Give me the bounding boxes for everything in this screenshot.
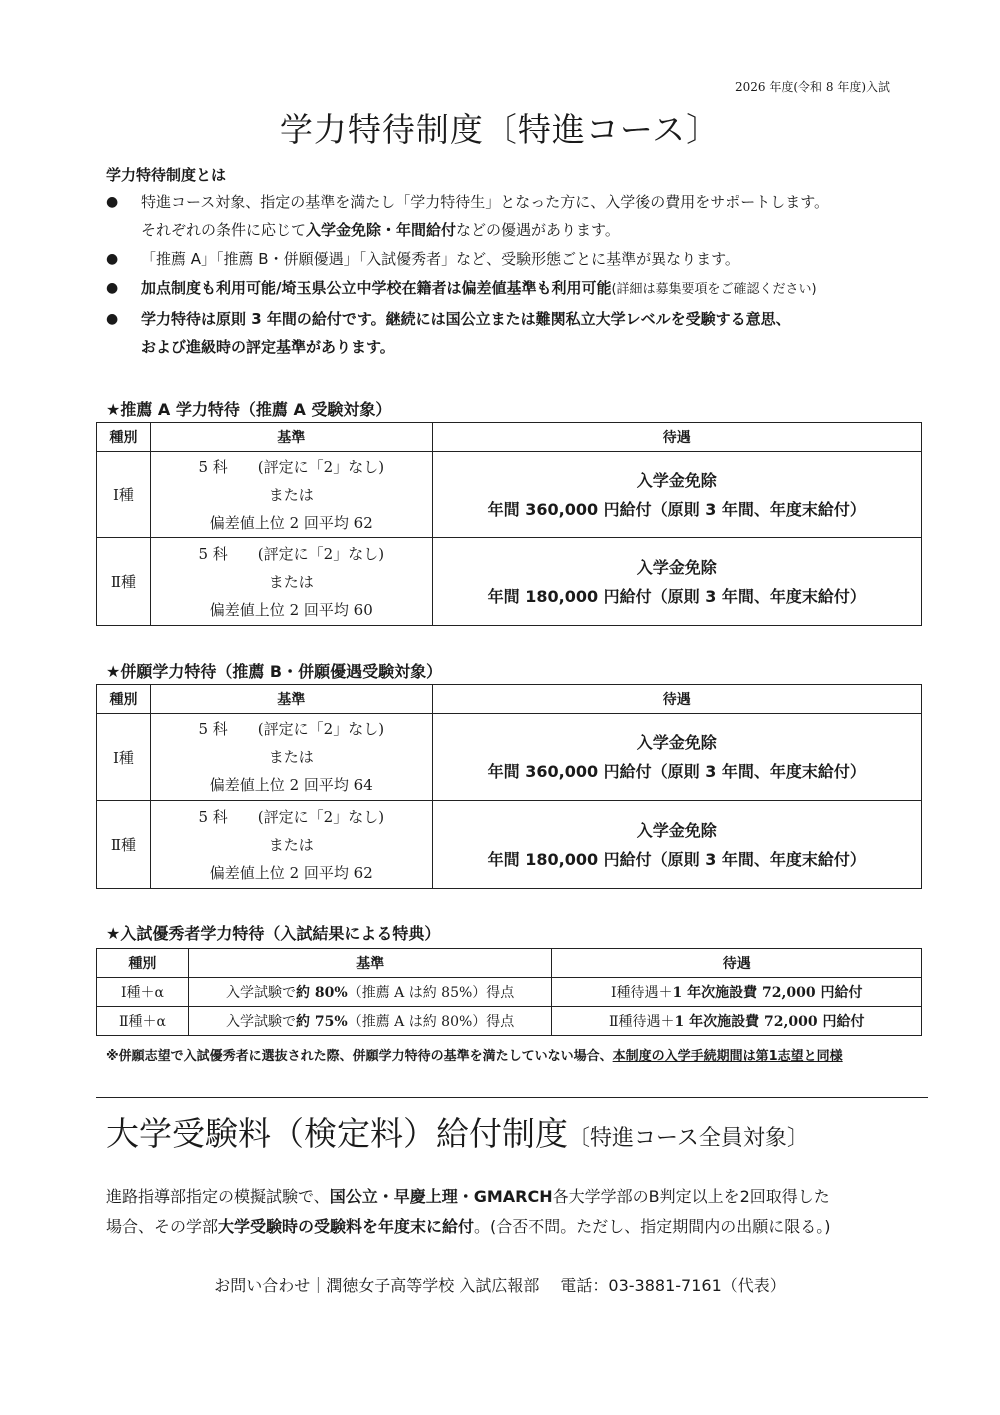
exam-fee-subtitle: 〔特進コース全員対象〕	[568, 1126, 809, 1151]
kind-cell: Ⅱ種＋α	[97, 1007, 189, 1036]
intro-bullet-3-emphasis: 加点制度も利用可能/埼玉県公立中学校在籍者は偏差値基準も利用可能	[141, 279, 612, 297]
exam-fee-text: 進路指導部指定の模擬試験で、	[106, 1187, 330, 1206]
treatment-header: 待遇	[552, 949, 922, 978]
treatment-line: 入学金免除	[636, 470, 717, 490]
criteria-header: 基準	[188, 949, 552, 978]
intro-bullet-3-note: (詳細は募集要項をご確認ください)	[611, 282, 817, 297]
criteria-cell	[188, 978, 552, 1007]
footnote-text: ※併願志望で入試優秀者に選抜された際、併願学力特待の基準を満たしていない場合、	[106, 1049, 613, 1064]
treatment-text: Ⅰ種待遇＋	[610, 985, 673, 1001]
treatment-cell	[432, 801, 921, 889]
criteria-cell	[150, 538, 432, 626]
page-title: 学力特待制度〔特進コース〕	[279, 110, 721, 149]
criteria-cell	[188, 1007, 552, 1036]
table-row	[97, 1007, 922, 1036]
kind-cell: Ⅱ種	[97, 801, 151, 889]
kind-cell: Ⅰ種＋α	[97, 978, 189, 1007]
criteria-line: 偏差値上位 2 回平均 62	[209, 513, 373, 532]
section-b-heading: ★併願学力特待（推薦 B・併願優遇受験対象）	[106, 662, 443, 681]
treatment-cell	[552, 978, 922, 1007]
kind-header: 種別	[97, 423, 151, 452]
criteria-header: 基準	[150, 423, 432, 452]
bullet-dot-icon: ●	[106, 280, 119, 296]
intro-bullet-3	[106, 274, 966, 304]
criteria-cell	[150, 452, 432, 538]
treatment-line: 年間 180,000 円給付（原則 3 年間、年度末給付）	[487, 849, 866, 869]
intro-bullets	[106, 188, 966, 362]
criteria-emphasis: 約 80%	[296, 985, 348, 1001]
exam-fee-title-main: 大学受験料（検定料）給付制度	[106, 1114, 568, 1153]
footnote	[106, 1045, 843, 1064]
footnote-underlined: 本制度の入学手続期間は第1志望と同様	[612, 1049, 843, 1064]
criteria-text: 入学試験で	[226, 985, 297, 1001]
section-c-table	[96, 948, 922, 1036]
section-b-table	[96, 684, 922, 889]
treatment-header: 待遇	[432, 685, 921, 714]
intro-bullet-1-text: それぞれの条件に応じて	[141, 221, 307, 239]
intro-bullet-1-line-1: 特進コース対象、指定の基準を満たし「学力特待生」となった方に、入学後の費用をサポートします。	[141, 193, 830, 211]
intro-bullet-2	[106, 245, 966, 273]
criteria-line: 5 科 (評定に「2」なし)	[198, 544, 385, 563]
criteria-line: 偏差値上位 2 回平均 60	[209, 600, 373, 619]
kind-cell: Ⅰ種	[97, 452, 151, 538]
table-header-row	[97, 949, 922, 978]
treatment-cell	[432, 714, 921, 801]
exam-fee-emphasis: 大学受験時の受験料を年度末に給付	[218, 1217, 475, 1236]
bullet-dot-icon: ●	[106, 194, 119, 210]
section-a-heading: ★推薦 A 学力特待（推薦 A 受験対象）	[106, 400, 392, 419]
intro-heading: 学力特待制度とは	[106, 166, 227, 184]
criteria-line: 5 科 (評定に「2」なし)	[198, 720, 385, 738]
kind-header: 種別	[97, 949, 189, 978]
year-label: 2026 年度(令和 8 年度)入試	[735, 80, 890, 94]
criteria-text-end: （推薦 A は約 85%）得点	[347, 985, 515, 1001]
criteria-text-end: （推薦 A は約 80%）得点	[347, 1014, 515, 1030]
intro-bullet-4-line-1: 学力特待は原則 3 年間の給付です。継続には国公立または難関私立大学レベルを受験する意思、	[141, 310, 791, 328]
exam-fee-text-end: 。(合否不問。ただし、指定期間内の出願に限る。)	[474, 1217, 831, 1236]
contact-info: お問い合わせ｜潤徳女子高等学校 入試広報部 電話：03-3881-7161（代表）	[214, 1276, 786, 1295]
section-divider	[96, 1097, 928, 1098]
treatment-emphasis: 1 年次施設費 72,000 円給付	[674, 1014, 865, 1030]
criteria-line: 偏差値上位 2 回平均 64	[209, 776, 373, 794]
exam-fee-text: 場合、その学部	[106, 1217, 219, 1236]
criteria-line: 偏差値上位 2 回平均 62	[209, 863, 373, 882]
criteria-line: または	[268, 485, 314, 504]
table-row	[97, 538, 922, 626]
intro-bullet-1-line-2	[141, 216, 966, 244]
treatment-header: 待遇	[432, 423, 921, 452]
exam-fee-line-1	[106, 1182, 926, 1212]
treatment-line: 入学金免除	[636, 557, 717, 577]
treatment-cell	[552, 1007, 922, 1036]
treatment-line: 年間 360,000 円給付（原則 3 年間、年度末給付）	[487, 499, 866, 519]
intro-bullet-1-emphasis: 入学金免除・年間給付	[306, 221, 457, 239]
treatment-text: Ⅱ種待遇＋	[608, 1014, 675, 1030]
kind-header: 種別	[97, 685, 151, 714]
criteria-text: 入学試験で	[226, 1014, 297, 1030]
exam-fee-line-2	[106, 1212, 926, 1242]
treatment-line: 入学金免除	[636, 820, 717, 840]
table-row	[97, 801, 922, 889]
criteria-header: 基準	[150, 685, 432, 714]
exam-fee-text-end: 各大学学部のB判定以上を2回取得した	[552, 1187, 830, 1206]
bullet-dot-icon: ●	[106, 251, 119, 267]
treatment-line: 入学金免除	[636, 733, 717, 752]
criteria-cell	[150, 714, 432, 801]
table-row	[97, 452, 922, 538]
treatment-cell	[432, 538, 921, 626]
table-header-row	[97, 423, 922, 452]
section-a-table	[96, 422, 922, 626]
treatment-line: 年間 360,000 円給付（原則 3 年間、年度末給付）	[487, 762, 866, 781]
table-row	[97, 978, 922, 1007]
criteria-line: 5 科 (評定に「2」なし)	[198, 457, 385, 476]
treatment-line: 年間 180,000 円給付（原則 3 年間、年度末給付）	[487, 586, 866, 606]
table-row	[97, 714, 922, 801]
intro-bullet-4	[106, 305, 966, 361]
criteria-line: または	[268, 748, 314, 766]
criteria-line: または	[268, 835, 314, 854]
table-header-row	[97, 685, 922, 714]
criteria-line: 5 科 (評定に「2」なし)	[198, 807, 385, 826]
treatment-cell	[432, 452, 921, 538]
criteria-line: または	[268, 572, 314, 591]
intro-bullet-3-text	[141, 274, 966, 304]
criteria-emphasis: 約 75%	[296, 1014, 348, 1030]
treatment-emphasis: 1 年次施設費 72,000 円給付	[672, 985, 863, 1001]
intro-bullet-4-line-2: および進級時の評定基準があります。	[141, 338, 395, 356]
exam-fee-emphasis: 国公立・早慶上理・GMARCH	[329, 1187, 553, 1206]
kind-cell: Ⅰ種	[97, 714, 151, 801]
intro-bullet-1-text-end: などの優遇があります。	[456, 221, 620, 239]
intro-bullet-2-text: 「推薦 A」「推薦 B・併願優遇」「入試優秀者」など、受験形態ごとに基準が異なります。	[141, 250, 740, 268]
kind-cell: Ⅱ種	[97, 538, 151, 626]
exam-fee-title	[106, 1108, 809, 1155]
exam-fee-description	[106, 1182, 926, 1242]
intro-bullet-1	[106, 188, 966, 244]
criteria-cell	[150, 801, 432, 889]
bullet-dot-icon: ●	[106, 311, 119, 327]
section-c-heading: ★入試優秀者学力特待（入試結果による特典）	[106, 924, 441, 943]
